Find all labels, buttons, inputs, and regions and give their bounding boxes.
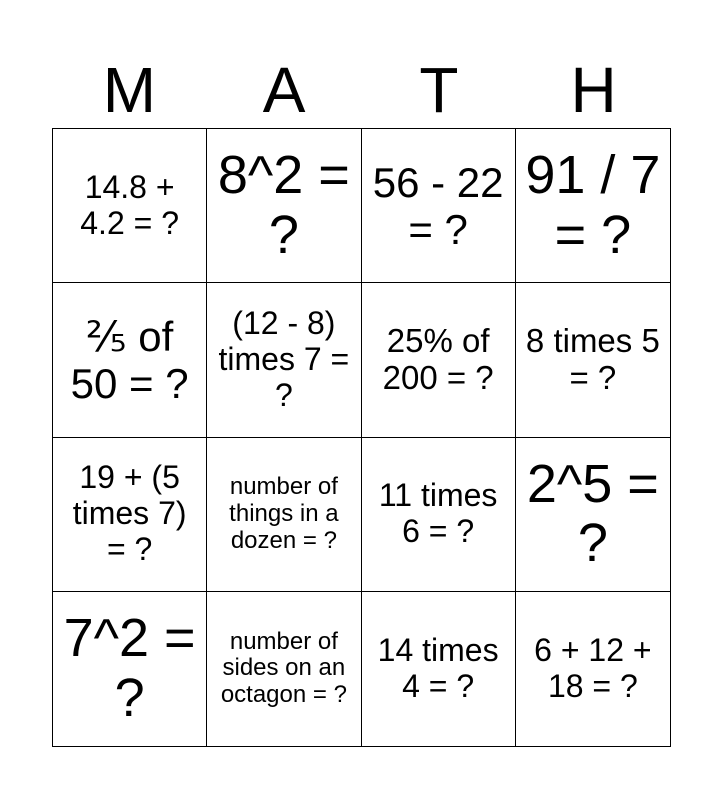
bingo-cell-r2-c2[interactable]: (12 - 8) times 7 = ? <box>207 283 361 437</box>
bingo-cell-r4-c4[interactable]: 6 + 12 + 18 = ? <box>534 632 652 704</box>
header-letter-t: T <box>419 54 459 126</box>
bingo-cell-r3-c4[interactable]: 2^5 = ? <box>516 438 670 592</box>
bingo-cell-r3-c1[interactable]: 19 + (5 times 7) = ? <box>53 438 207 592</box>
bingo-cell-r1-c2[interactable]: 8^2 = ? <box>207 129 361 283</box>
bingo-cell-r3-c2[interactable]: number of things in a dozen = ? <box>207 438 361 592</box>
bingo-cell-r3-c3[interactable]: 11 times 6 = ? <box>362 438 516 592</box>
bingo-header <box>52 52 671 128</box>
header-letter-a: A <box>262 54 306 126</box>
bingo-cell-r1-c1[interactable]: 14.8 + 4.2 = ? <box>53 129 207 283</box>
header-letter-h: H <box>570 54 617 126</box>
bingo-cell-r4-c2[interactable]: number of sides on an octagon = ? <box>207 592 361 746</box>
bingo-cell-r2-c1[interactable]: ⅖ of 50 = ? <box>53 283 207 437</box>
bingo-cell-r2-c4[interactable]: 8 times 5 = ? <box>516 283 670 437</box>
bingo-cell-r4-c3[interactable]: 14 times 4 = ? <box>362 592 516 746</box>
bingo-cell-r1-c4[interactable]: 91 / 7 = ? <box>516 129 670 283</box>
bingo-cell-r1-c3[interactable]: 56 - 22 = ? <box>362 129 516 283</box>
bingo-cell-r4-c1[interactable]: 7^2 = ? <box>53 592 207 746</box>
header-letter-m: M <box>102 54 157 126</box>
bingo-board <box>52 128 671 747</box>
bingo-cell-r2-c3[interactable]: 25% of 200 = ? <box>362 283 516 437</box>
